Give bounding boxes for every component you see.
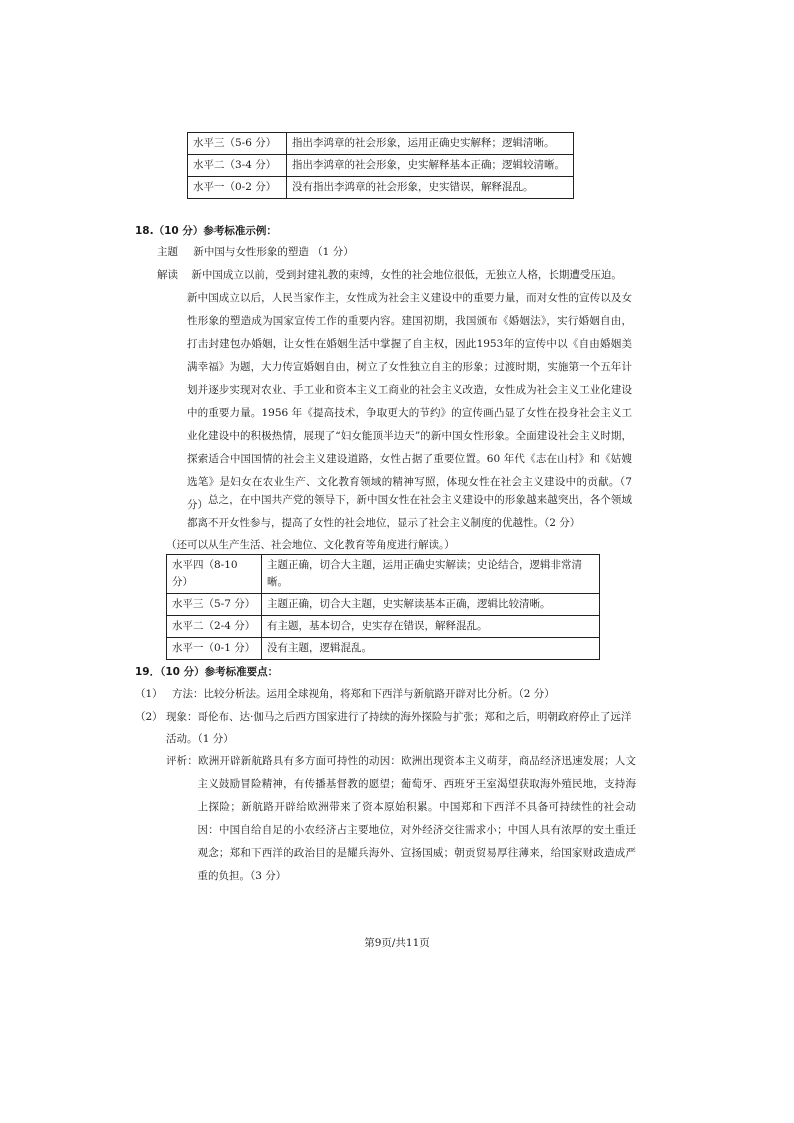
level-cell: 水平二（2-4 分）: [167, 616, 262, 638]
level-cell: 水平二（3-4 分）: [188, 155, 287, 177]
table-row: [188, 155, 574, 177]
table-row: [167, 638, 600, 660]
q18-heading: 18.（10 分）参考标准示例：: [135, 225, 277, 237]
rubric-table-q18: [166, 554, 600, 660]
theme-text: 新中国与女性形象的塑造 （1 分）: [193, 246, 354, 258]
q19-item2-num: （2）: [135, 711, 163, 723]
desc-cell: 主题正确，切合大主题，运用正确史实解读；史论结合，逻辑非常清晰。: [262, 555, 600, 594]
page-number: 第9页/共11页: [364, 937, 430, 949]
reading-first: 新中国成立以前，受到封建礼教的束缚，女性的社会地位很低，无独立人格，长期遭受压迫。: [191, 269, 622, 281]
q19-item1: [135, 683, 635, 705]
table-row: [167, 555, 600, 594]
rubric-table-q17: [187, 132, 574, 199]
desc-cell: 没有指出李鸿章的社会形象，史实错误，解释混乱。: [287, 177, 574, 199]
desc-cell: 没有主题，逻辑混乱。: [262, 638, 600, 660]
table-row: [188, 133, 574, 155]
level-cell: 水平一（0-1 分）: [167, 638, 262, 660]
table-row: [167, 616, 600, 638]
theme-label: 主题: [157, 246, 178, 258]
q18-note: （还可以从生产生活、社会地位、文化教育等角度进行解读。）: [166, 539, 455, 551]
q18-reading-first: [157, 264, 637, 286]
q18-theme: [157, 241, 354, 263]
q18-reading-body: 新中国成立以后，人民当家作主，女性成为社会主义建设中的重要力量，而对女性的宣传以及女性形象的塑造成为国家宣传工作的重要内容。建国初期，我国颁布《婚姻法》，实行婚姻自由，打击封建包办婚姻，让女性在婚姻生活中掌握了自主权，因此1953年的宣传中以《自由婚姻美满幸福》为题，大力传宣婚姻自由，树立了女性独立自主的形象；过渡时期，实施第一个五年计划并逐步实现对农业、手工业和资本主义工商业的社会主义改造，女性成为社会主义工业化建设中的重要力量。1956 年《提高技术，争取更大的节约》的宣传画凸显了女性在投身社会主义工业化建设中的积极热情，展现了“妇女能顶半边天”的新中国女性形象。全面建设社会主义时期，探索适合中国国情的社会主义建设道路，女性占据了重要位置。60 年代《志在山村》和《姑嫂选笔》是妇女在农业生产、文化教育领域的精神写照，体现女性在社会主义建设中的贡献。（7 分）: [187, 292, 632, 511]
level-cell: 水平三（5-6 分）: [188, 133, 287, 155]
item-text: 方法：比较分析法。运用全球视角，将郑和下西洋与新航路开辟对比分析。（2 分）: [172, 688, 555, 700]
q19-evaluation: 评析：欧洲开辟新航路具有多方面可持性的动因：欧洲出现资本主义萌芽，商品经济迅速发展；人文主义鼓励冒险精神，有传播基督教的愿望；葡萄牙、西班牙王室渴望获取海外殖民地，支持海上探险；新航路开辟给欧洲带来了资本原始积累。中国郑和下西洋不具备可持续性的社会动因：中国自给自足的小农经济占主要地位，对外经济交往需求小；中国人具有浓厚的安土重迁观念；郑和下西洋的政治目的是耀兵海外、宣扬国威；朝贡贸易厚往薄来，给国家财政造成严重的负担。（3 分）: [166, 755, 636, 882]
desc-cell: 指出李鸿章的社会形象，史实解释基本正确；逻辑较清晰。: [287, 155, 574, 177]
q19-item2: 现象：哥伦布、达·伽马之后西方国家进行了持续的海外探险与扩张；郑和之后，明朝政府停止了远洋活动。（1 分）: [166, 711, 632, 745]
item-number: （1）: [135, 688, 163, 700]
q19-heading: 19．（10 分）参考标准要点：: [135, 666, 279, 678]
desc-cell: 主题正确，切合大主题，史实解读基本正确，逻辑比较清晰。: [262, 594, 600, 616]
level-cell: 水平一（0-2 分）: [188, 177, 287, 199]
table-row: [167, 594, 600, 616]
level-cell: 水平三（5-7 分）: [167, 594, 262, 616]
table-row: [188, 177, 574, 199]
q18-summary: 总之，在中国共产党的领导下，新中国女性在社会主义建设中的形象越来越突出，各个领域都离不开女性参与，提高了女性的社会地位，显示了社会主义制度的优越性。（2 分）: [187, 494, 632, 529]
desc-cell: 指出李鸿章的社会形象，运用正确史实解释；逻辑清晰。: [287, 133, 574, 155]
desc-cell: 有主题，基本切合，史实存在错误，解释混乱。: [262, 616, 600, 638]
level-cell: 水平四（8-10 分）: [167, 555, 262, 594]
reading-label: 解读: [157, 269, 178, 281]
